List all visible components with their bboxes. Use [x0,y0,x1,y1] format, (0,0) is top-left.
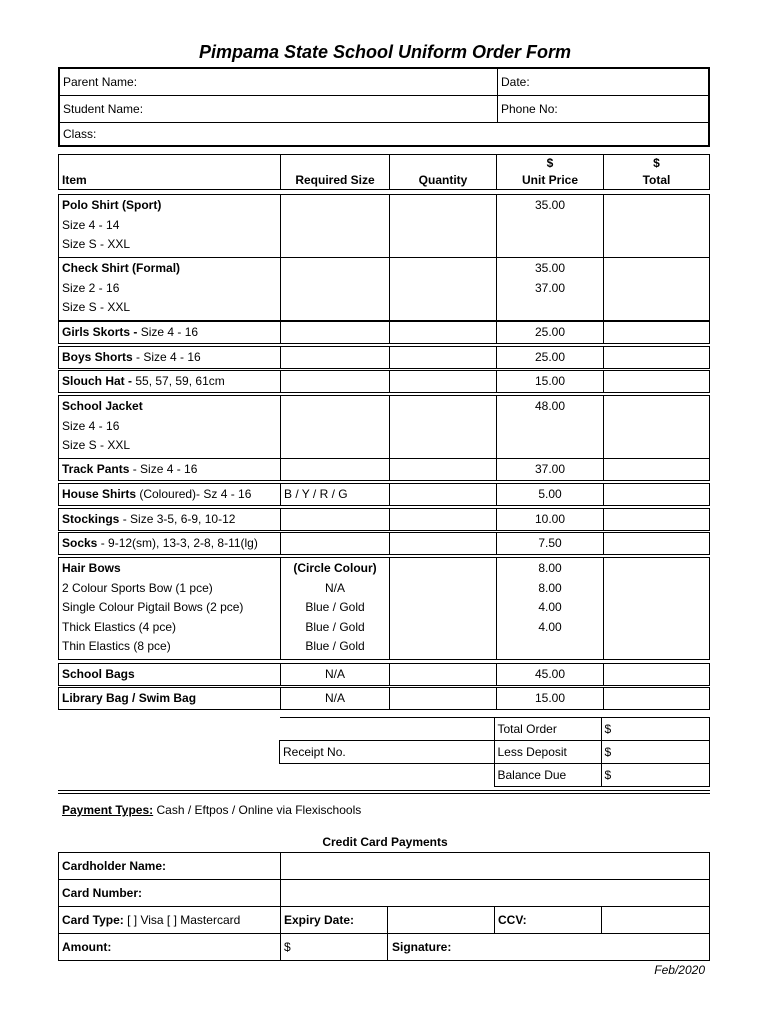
item-detail: Size S - XXL [62,300,131,314]
size-option: (Circle Colour) [293,561,377,575]
item-name: School Jacket [62,399,143,413]
amount-input[interactable]: $ [281,934,388,961]
class-field[interactable]: Class: [63,126,97,141]
item-line [62,323,277,343]
card-number-label: Card Number: [62,886,143,900]
item-row [58,395,710,459]
unit-price: 45.00 [534,666,566,681]
card-number-input[interactable] [281,880,710,907]
required-size-cell[interactable] [281,664,390,686]
required-size-cell[interactable] [281,688,390,710]
unit-price-cell [497,258,604,321]
item-row [58,321,710,344]
quantity-cell[interactable] [390,664,497,686]
required-size-cell[interactable] [281,322,390,344]
item-description [59,558,281,660]
item-description [59,322,281,344]
unit-price: 4.00 [538,600,562,614]
item-detail: - 9-12(sm), 13-3, 2-8, 8-11(lg) [97,535,258,550]
item-line [62,436,277,456]
signature-label: Signature: [392,940,452,954]
item-description [59,509,281,531]
unit-price: 10.00 [534,511,566,526]
required-size-cell[interactable] [281,258,390,321]
item-line [62,598,277,618]
total-cell[interactable] [604,484,710,506]
item-row [58,257,710,321]
item-detail: Thick Elastics (4 pce) [62,619,177,634]
total-cell[interactable] [604,533,710,555]
quantity-cell[interactable] [390,688,497,710]
quantity-cell[interactable] [390,459,497,481]
total-order-label: Total Order [494,718,601,741]
total-header: Total [642,173,671,187]
card-type-options[interactable]: [ ] Visa [ ] Mastercard [123,913,241,927]
item-name: Library Bag / Swim Bag [62,690,197,705]
unit-price: 37.00 [534,461,566,476]
item-detail: Size S - XXL [62,438,131,452]
item-line [62,372,277,392]
unit-price-cell [497,322,604,344]
item-row [58,370,710,393]
quantity-cell[interactable] [390,484,497,506]
item-detail: Size S - XXL [62,237,131,251]
balance-due-label: Balance Due [494,764,601,787]
item-line [62,559,277,579]
unit-price: 5.00 [538,486,562,501]
item-name: School Bags [62,666,135,681]
item-line [62,665,277,685]
item-detail: 55, 57, 59, 61cm [135,373,225,388]
item-description [59,533,281,555]
item-detail: Size 4 - 14 [62,217,120,232]
required-size-cell[interactable] [281,396,390,459]
required-size-cell[interactable] [281,484,390,506]
size-option: B / Y / R / G [284,486,348,501]
date-field[interactable]: Date: [501,74,530,89]
item-description [59,484,281,506]
unit-price: 7.50 [538,535,562,550]
quantity-cell[interactable] [390,533,497,555]
item-description [59,258,281,321]
unit-price: 8.00 [538,561,562,575]
required-size-cell[interactable] [281,533,390,555]
payment-types [62,803,361,817]
item-header: Item [62,173,87,187]
column-header [58,154,710,190]
unit-price-cell [497,688,604,710]
item-description [59,396,281,459]
item-row [58,483,710,506]
item-detail: - Size 3-5, 6-9, 10-12 [119,511,236,526]
item-name: Slouch Hat - [62,373,136,388]
item-detail: Thin Elastics (8 pce) [62,639,171,653]
item-line [62,259,277,279]
quantity-cell[interactable] [390,347,497,369]
item-row [58,532,710,555]
required-size-cell[interactable] [281,371,390,393]
form-title: Pimpama State School Uniform Order Form [198,42,572,62]
required-size-header: Required Size [295,173,375,187]
item-name: Girls Skorts - [62,324,141,339]
less-deposit-value[interactable]: $ [601,741,710,764]
payment-types-label: Payment Types: [62,803,154,817]
required-size-cell[interactable] [281,509,390,531]
required-size-cell[interactable] [281,195,390,258]
item-line [62,485,277,505]
unit-price-cell [497,484,604,506]
unit-price-cell [497,195,604,258]
quantity-cell[interactable] [390,396,497,459]
item-name: Check Shirt (Formal) [62,261,181,275]
item-description [59,664,281,686]
unit-price-symbol: $ [546,156,554,170]
ccv-label: CCV: [498,913,527,927]
item-detail: (Coloured)- Sz 4 - 16 [136,486,252,501]
size-option: N/A [324,666,345,681]
item-line [62,417,277,437]
total-cell[interactable] [604,371,710,393]
cardholder-input[interactable] [281,853,710,880]
item-row [58,508,710,531]
item-line [62,279,277,299]
unit-price: 25.00 [534,349,566,364]
item-line [62,298,277,318]
item-line [62,196,277,216]
unit-price: 37.00 [534,280,566,295]
item-detail: Size 4 - 16 [140,324,199,339]
item-line [62,689,277,709]
item-description [59,688,281,710]
item-detail: 2 Colour Sports Bow (1 pce) [62,580,213,595]
unit-price-cell [497,459,604,481]
size-option: Blue / Gold [305,639,365,653]
quantity-cell[interactable] [390,558,497,660]
item-description [59,347,281,369]
required-size-cell[interactable] [281,347,390,369]
unit-price: 15.00 [534,373,566,388]
item-line [62,348,277,368]
divider-top [58,790,710,791]
expiry-label: Expiry Date: [284,913,355,927]
item-name: Polo Shirt (Sport) [62,198,162,212]
item-line [62,460,277,480]
total-cell[interactable] [604,396,710,459]
size-option: Blue / Gold [305,600,365,614]
unit-price: 25.00 [534,324,566,339]
total-cell[interactable] [604,688,710,710]
expiry-input[interactable] [388,907,495,934]
item-name: Socks [62,535,98,550]
item-description [59,371,281,393]
balance-due-value[interactable]: $ [601,764,710,787]
item-line [62,534,277,554]
item-line [62,637,277,657]
item-name: Track Pants [62,461,130,476]
quantity-cell[interactable] [390,371,497,393]
receipt-number-field[interactable]: Receipt No. [280,741,495,764]
payment-types-options: Cash / Eftpos / Online via Flexischools [153,803,362,817]
item-detail: - Size 4 - 16 [132,349,201,364]
required-size-cell[interactable] [281,459,390,481]
amount-label: Amount: [62,940,112,954]
totals-box [279,717,710,787]
quantity-cell[interactable] [390,258,497,321]
item-line [62,216,277,236]
quantity-cell[interactable] [390,509,497,531]
item-detail: Single Colour Pigtail Bows (2 pce) [62,600,244,614]
item-detail: Size 4 - 16 [62,418,120,433]
total-cell[interactable] [604,258,710,321]
total-cell[interactable] [604,195,710,258]
unit-price: 8.00 [538,580,562,595]
credit-card-box [58,852,710,961]
total-cell[interactable] [604,558,710,660]
item-name: Boys Shorts [62,349,133,364]
total-cell[interactable] [604,509,710,531]
phone-field[interactable]: Phone No: [501,101,558,116]
item-line [62,235,277,255]
unit-price-cell [497,396,604,459]
parent-info-box [58,67,710,147]
unit-price-cell [497,509,604,531]
quantity-header: Quantity [418,173,468,187]
item-name: House Shirts [62,486,137,501]
less-deposit-label: Less Deposit [494,741,601,764]
parent-name-field[interactable]: Parent Name: [59,68,498,95]
unit-price: 35.00 [534,261,566,275]
unit-price: 4.00 [538,619,562,634]
item-detail: - Size 4 - 16 [129,461,198,476]
unit-price-cell [497,347,604,369]
item-name: Stockings [62,511,120,526]
unit-price-cell [497,558,604,660]
total-symbol: $ [653,156,660,170]
total-cell[interactable] [604,322,710,344]
unit-price: 15.00 [534,690,566,705]
item-row [58,663,710,686]
total-cell[interactable] [604,664,710,686]
cardholder-label: Cardholder Name: [62,859,167,873]
unit-price: 48.00 [534,399,566,413]
total-order-value[interactable]: $ [601,718,710,741]
item-line [62,397,277,417]
credit-card-heading: Credit Card Payments [322,835,448,849]
card-type-label: Card Type: [62,913,124,927]
form-date: Feb/2020 [654,963,705,977]
size-option: N/A [324,580,345,595]
item-row [58,194,710,258]
unit-price-cell [497,533,604,555]
item-row [58,346,710,369]
size-option: N/A [324,690,345,705]
unit-price-cell [497,371,604,393]
item-row [58,458,710,481]
required-size-cell[interactable] [281,558,390,660]
divider-bottom [58,793,710,794]
ccv-input[interactable] [602,907,710,934]
quantity-cell[interactable] [390,195,497,258]
size-option: Blue / Gold [305,619,365,634]
total-cell[interactable] [604,459,710,481]
item-line [62,510,277,530]
total-cell[interactable] [604,347,710,369]
item-line [62,618,277,638]
item-detail: Size 2 - 16 [62,280,120,295]
item-description [59,459,281,481]
item-description [59,195,281,258]
item-row [58,557,710,660]
unit-price-header: Unit Price [521,173,578,187]
item-row [58,687,710,710]
item-line [62,579,277,599]
quantity-cell[interactable] [390,322,497,344]
student-name-field[interactable]: Student Name: [59,95,498,122]
unit-price: 35.00 [534,198,566,212]
unit-price-cell [497,664,604,686]
item-name: Hair Bows [62,561,121,575]
